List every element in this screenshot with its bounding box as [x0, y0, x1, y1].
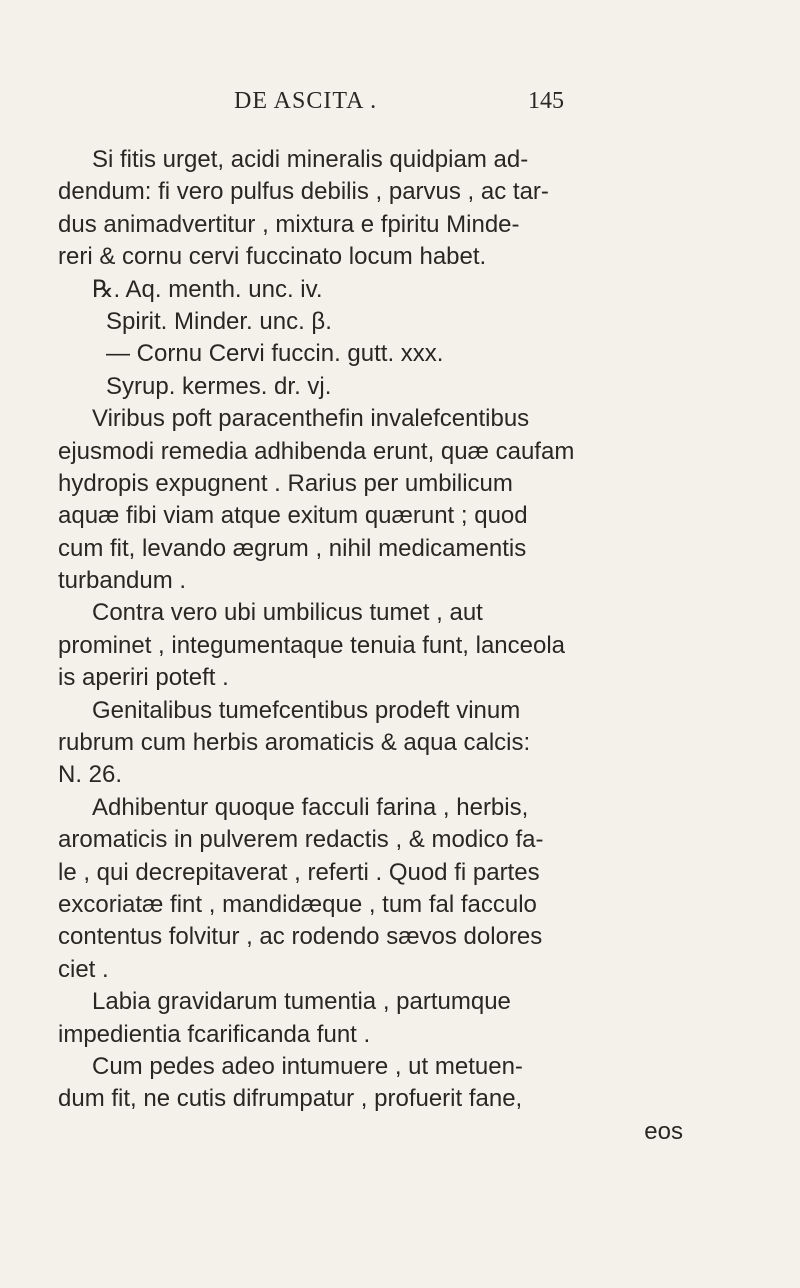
text-line: Genitalibus tumefcentibus prodeft vinum	[92, 696, 521, 724]
text-line: le , qui decrepitaverat , referti . Quod fi partes	[58, 858, 540, 886]
text-line: impedientia fcarificanda funt .	[58, 1020, 371, 1048]
text-line: cum fit, levando ægrum , nihil medicamentis	[58, 534, 527, 562]
text-line: Adhibentur quoque facculi farina , herbis,	[92, 793, 529, 821]
text-line: contentus folvitur , ac rodendo sævos dolores	[58, 923, 543, 951]
text-line: rubrum cum herbis aromaticis & aqua calcis:	[58, 729, 531, 757]
text-line: prominet , integumentaque tenuia funt, lanceola	[58, 631, 566, 659]
prescription-line: — Cornu Cervi fuccin. gutt. xxx.	[106, 340, 444, 368]
text-line: turbandum .	[58, 567, 187, 595]
text-line: dus animadvertitur , mixtura e fpiritu Minde-	[58, 210, 520, 238]
text-line: excoriatæ fint , mandidæque , tum fal facculo	[58, 890, 537, 918]
prescription-line: Spirit. Minder. unc. β.	[106, 307, 332, 335]
body-text	[58, 144, 738, 1148]
text-line: Viribus poft paracenthefin invalefcentibus	[92, 405, 530, 433]
text-line: is aperiri poteft .	[58, 664, 229, 692]
text-line: ciet .	[58, 955, 109, 983]
text-line: Labia gravidarum tumentia , partumque	[92, 988, 511, 1016]
text-line: aromaticis in pulverem redactis , & modico fa-	[58, 826, 544, 854]
text-line: Si fitis urget, acidi mineralis quidpiam ad-	[92, 146, 529, 173]
text-line: dendum: fi vero pulfus debilis , parvus , ac tar-	[58, 178, 549, 206]
text-line: reri & cornu cervi fuccinato locum habet.	[58, 243, 487, 271]
reference-line: N. 26.	[58, 761, 123, 789]
page-header	[0, 88, 800, 120]
prescription-line: Syrup. kermes. dr. vj.	[106, 372, 332, 400]
text-line: Cum pedes adeo intumuere , ut metuen-	[92, 1052, 523, 1080]
text-line: aquæ fibi viam atque exitum quærunt ; quod	[58, 502, 528, 530]
page-number: 145	[528, 88, 564, 114]
text-line: dum fit, ne cutis difrumpatur , profuerit fane,	[58, 1085, 523, 1113]
prescription-line: ℞. Aq. menth. unc. iv.	[92, 275, 323, 303]
catchword: eos	[644, 1117, 683, 1145]
text-line: Contra vero ubi umbilicus tumet , aut	[92, 599, 483, 627]
text-line: ejusmodi remedia adhibenda erunt, quæ caufam	[58, 437, 575, 465]
running-title: DE ASCITA .	[234, 88, 378, 114]
text-line: hydropis expugnent . Rarius per umbilicum	[58, 469, 513, 497]
